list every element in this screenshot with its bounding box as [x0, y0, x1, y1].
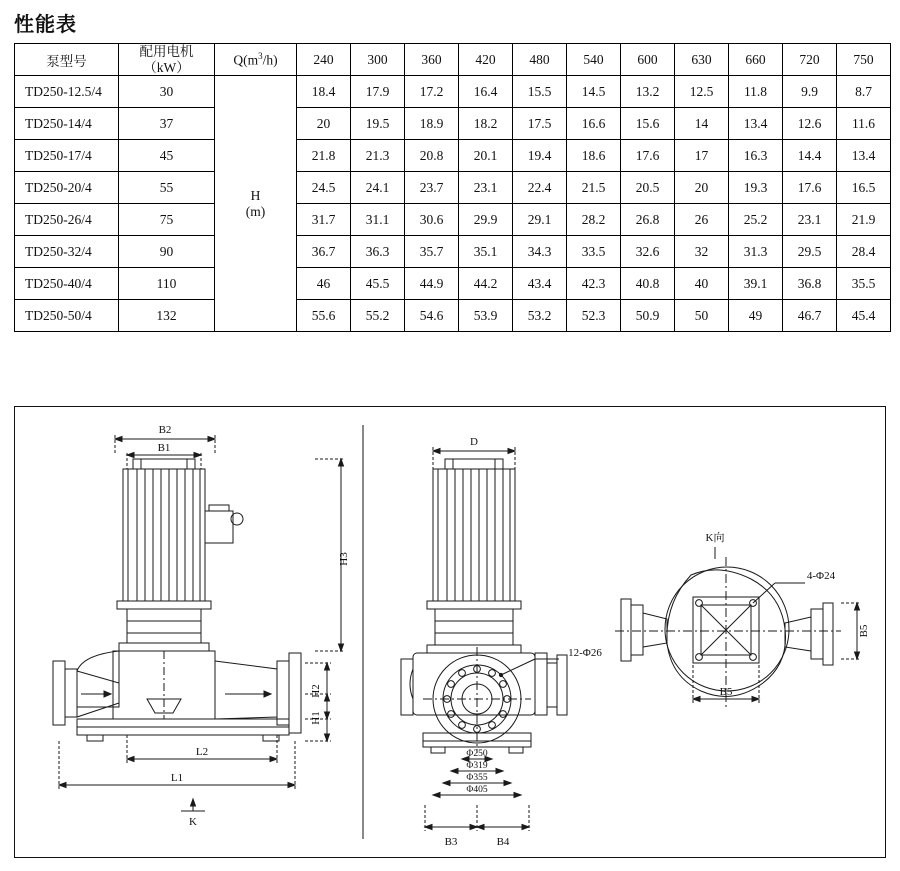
- header-flow-600: 600: [621, 44, 675, 76]
- cell-model: TD250-32/4: [15, 236, 119, 268]
- label-k-view: K向: [705, 532, 725, 544]
- table-row: [15, 236, 891, 268]
- cell-head-value: 31.3: [729, 236, 783, 268]
- cell-head-value: 14.5: [567, 76, 621, 108]
- cell-head-value: 24.5: [297, 172, 351, 204]
- cell-head-value: 31.1: [351, 204, 405, 236]
- table-header-row: [15, 44, 891, 76]
- cell-head-value: 21.9: [837, 204, 891, 236]
- header-motor-line1: 配用电机: [139, 44, 194, 59]
- drawing-svg: [15, 407, 885, 857]
- cell-head-value: 55.2: [351, 300, 405, 332]
- label-h3: H3: [338, 552, 350, 566]
- cell-head-value: 8.7: [837, 76, 891, 108]
- cell-motor: 30: [119, 76, 215, 108]
- cell-head-value: 17: [675, 140, 729, 172]
- label-h1: H1: [310, 711, 322, 725]
- cell-head-value: 31.7: [297, 204, 351, 236]
- cell-head-value: 19.4: [513, 140, 567, 172]
- cell-head-value: 50: [675, 300, 729, 332]
- header-flow-tail: /h): [262, 52, 278, 68]
- header-flow-360: 360: [405, 44, 459, 76]
- cell-head-value: 28.4: [837, 236, 891, 268]
- head-label-unit: (m): [245, 203, 266, 219]
- cell-head-value: 17.2: [405, 76, 459, 108]
- label-diam-405: Φ405: [466, 785, 488, 795]
- cell-model: TD250-14/4: [15, 108, 119, 140]
- cell-head-value: 9.9: [783, 76, 837, 108]
- page-title: 性能表: [14, 14, 77, 36]
- cell-head-value: 20.1: [459, 140, 513, 172]
- cell-head-value: 45.5: [351, 268, 405, 300]
- cell-head-value: 11.8: [729, 76, 783, 108]
- cell-head-value: 19.3: [729, 172, 783, 204]
- cell-head-value: 21.8: [297, 140, 351, 172]
- performance-table-wrapper: [0, 43, 900, 332]
- header-flow-480: 480: [513, 44, 567, 76]
- cell-head-value: 18.2: [459, 108, 513, 140]
- header-model: 泵型号: [15, 44, 119, 76]
- cell-head-value: 55.6: [297, 300, 351, 332]
- cell-motor: 45: [119, 140, 215, 172]
- label-k-mark: K: [189, 816, 197, 828]
- table-row: [15, 76, 891, 108]
- header-motor: [119, 44, 215, 76]
- label-b1: B1: [157, 442, 171, 454]
- label-d: D: [470, 436, 478, 448]
- dimension-drawing-panel: [14, 406, 886, 858]
- header-flow-240: 240: [297, 44, 351, 76]
- cell-model: TD250-20/4: [15, 172, 119, 204]
- cell-head-value: 15.5: [513, 76, 567, 108]
- header-flow-q: Q(m: [233, 52, 259, 68]
- cell-model: TD250-12.5/4: [15, 76, 119, 108]
- cell-head-value: 53.2: [513, 300, 567, 332]
- label-l1: L1: [170, 772, 184, 784]
- cell-head-value: 45.4: [837, 300, 891, 332]
- cell-head-value: 29.5: [783, 236, 837, 268]
- cell-model: TD250-50/4: [15, 300, 119, 332]
- cell-head-value: 25.2: [729, 204, 783, 236]
- cell-head-value: 46: [297, 268, 351, 300]
- cell-head-value: 17.5: [513, 108, 567, 140]
- cell-head-value: 20: [675, 172, 729, 204]
- cell-head-value: 35.5: [837, 268, 891, 300]
- cell-head-value: 40: [675, 268, 729, 300]
- header-flow-420: 420: [459, 44, 513, 76]
- cell-head-value: 42.3: [567, 268, 621, 300]
- cell-head-value: 29.1: [513, 204, 567, 236]
- cell-head-value: 18.9: [405, 108, 459, 140]
- label-b5-horizontal: B5: [719, 686, 733, 698]
- cell-head-value: 43.4: [513, 268, 567, 300]
- cell-head-value: 35.7: [405, 236, 459, 268]
- table-header: [15, 44, 891, 76]
- header-flow-720: 720: [783, 44, 837, 76]
- cell-head-value: 13.2: [621, 76, 675, 108]
- cell-head-value: 16.5: [837, 172, 891, 204]
- cell-head-value: 39.1: [729, 268, 783, 300]
- cell-model: TD250-26/4: [15, 204, 119, 236]
- cell-head-value: 20.5: [621, 172, 675, 204]
- header-flow-300: 300: [351, 44, 405, 76]
- label-b2: B2: [158, 424, 172, 436]
- cell-motor: 75: [119, 204, 215, 236]
- cell-head-value: 28.2: [567, 204, 621, 236]
- cell-head-value: 21.3: [351, 140, 405, 172]
- cell-motor: 37: [119, 108, 215, 140]
- cell-motor: 90: [119, 236, 215, 268]
- cell-head-value: 17.6: [783, 172, 837, 204]
- cell-head-value: 36.8: [783, 268, 837, 300]
- cell-head-value: 17.6: [621, 140, 675, 172]
- cell-head-value: 50.9: [621, 300, 675, 332]
- performance-table: [14, 43, 891, 332]
- header-motor-line2: （kW）: [143, 59, 190, 75]
- label-b4: B4: [496, 836, 510, 848]
- cell-head-value: 14: [675, 108, 729, 140]
- cell-head-value: 18.4: [297, 76, 351, 108]
- cell-head-value: 21.5: [567, 172, 621, 204]
- label-h2: H2: [310, 684, 322, 698]
- cell-head-value: 14.4: [783, 140, 837, 172]
- label-l2: L2: [195, 746, 209, 758]
- cell-head-value: 23.1: [459, 172, 513, 204]
- cell-head-value: 49: [729, 300, 783, 332]
- header-flow-label: [215, 44, 297, 76]
- cell-head-value: 46.7: [783, 300, 837, 332]
- table-row: [15, 172, 891, 204]
- cell-head-value: 11.6: [837, 108, 891, 140]
- label-bolts-4: 4-Φ24: [806, 570, 836, 582]
- cell-head-label: [215, 76, 297, 332]
- cell-head-value: 16.3: [729, 140, 783, 172]
- cell-model: TD250-40/4: [15, 268, 119, 300]
- table-row: [15, 204, 891, 236]
- cell-head-value: 17.9: [351, 76, 405, 108]
- cell-head-value: 30.6: [405, 204, 459, 236]
- label-diam-250: Φ250: [466, 749, 488, 759]
- cell-head-value: 40.8: [621, 268, 675, 300]
- cell-head-value: 33.5: [567, 236, 621, 268]
- cell-head-value: 16.6: [567, 108, 621, 140]
- cell-head-value: 52.3: [567, 300, 621, 332]
- cell-head-value: 26.8: [621, 204, 675, 236]
- cell-head-value: 54.6: [405, 300, 459, 332]
- cell-motor: 110: [119, 268, 215, 300]
- table-row: [15, 108, 891, 140]
- cell-head-value: 23.7: [405, 172, 459, 204]
- label-b5-vertical: B5: [858, 624, 870, 638]
- header-flow-superscript: 3: [258, 50, 263, 61]
- label-bolts-12: 12-Φ26: [568, 647, 602, 659]
- cell-head-value: 26: [675, 204, 729, 236]
- cell-head-value: 12.6: [783, 108, 837, 140]
- cell-head-value: 34.3: [513, 236, 567, 268]
- header-flow-630: 630: [675, 44, 729, 76]
- cell-motor: 55: [119, 172, 215, 204]
- table-row: [15, 140, 891, 172]
- header-flow-750: 750: [837, 44, 891, 76]
- label-diam-319: Φ319: [466, 761, 488, 771]
- table-row: [15, 268, 891, 300]
- header-flow-540: 540: [567, 44, 621, 76]
- cell-head-value: 23.1: [783, 204, 837, 236]
- cell-head-value: 20: [297, 108, 351, 140]
- header-flow-660: 660: [729, 44, 783, 76]
- cell-head-value: 32.6: [621, 236, 675, 268]
- cell-head-value: 16.4: [459, 76, 513, 108]
- cell-head-value: 22.4: [513, 172, 567, 204]
- cell-head-value: 19.5: [351, 108, 405, 140]
- cell-head-value: 32: [675, 236, 729, 268]
- cell-model: TD250-17/4: [15, 140, 119, 172]
- cell-head-value: 24.1: [351, 172, 405, 204]
- cell-head-value: 36.3: [351, 236, 405, 268]
- cell-head-value: 44.9: [405, 268, 459, 300]
- cell-head-value: 53.9: [459, 300, 513, 332]
- cell-head-value: 13.4: [837, 140, 891, 172]
- cell-head-value: 18.6: [567, 140, 621, 172]
- label-b3: B3: [444, 836, 458, 848]
- cell-head-value: 12.5: [675, 76, 729, 108]
- cell-head-value: 15.6: [621, 108, 675, 140]
- cell-head-value: 20.8: [405, 140, 459, 172]
- cell-motor: 132: [119, 300, 215, 332]
- cell-head-value: 29.9: [459, 204, 513, 236]
- cell-head-value: 13.4: [729, 108, 783, 140]
- table-body: [15, 76, 891, 332]
- cell-head-value: 44.2: [459, 268, 513, 300]
- head-label-h: H: [250, 188, 261, 204]
- table-row: [15, 300, 891, 332]
- cell-head-value: 35.1: [459, 236, 513, 268]
- label-diam-355: Φ355: [466, 773, 488, 783]
- cell-head-value: 36.7: [297, 236, 351, 268]
